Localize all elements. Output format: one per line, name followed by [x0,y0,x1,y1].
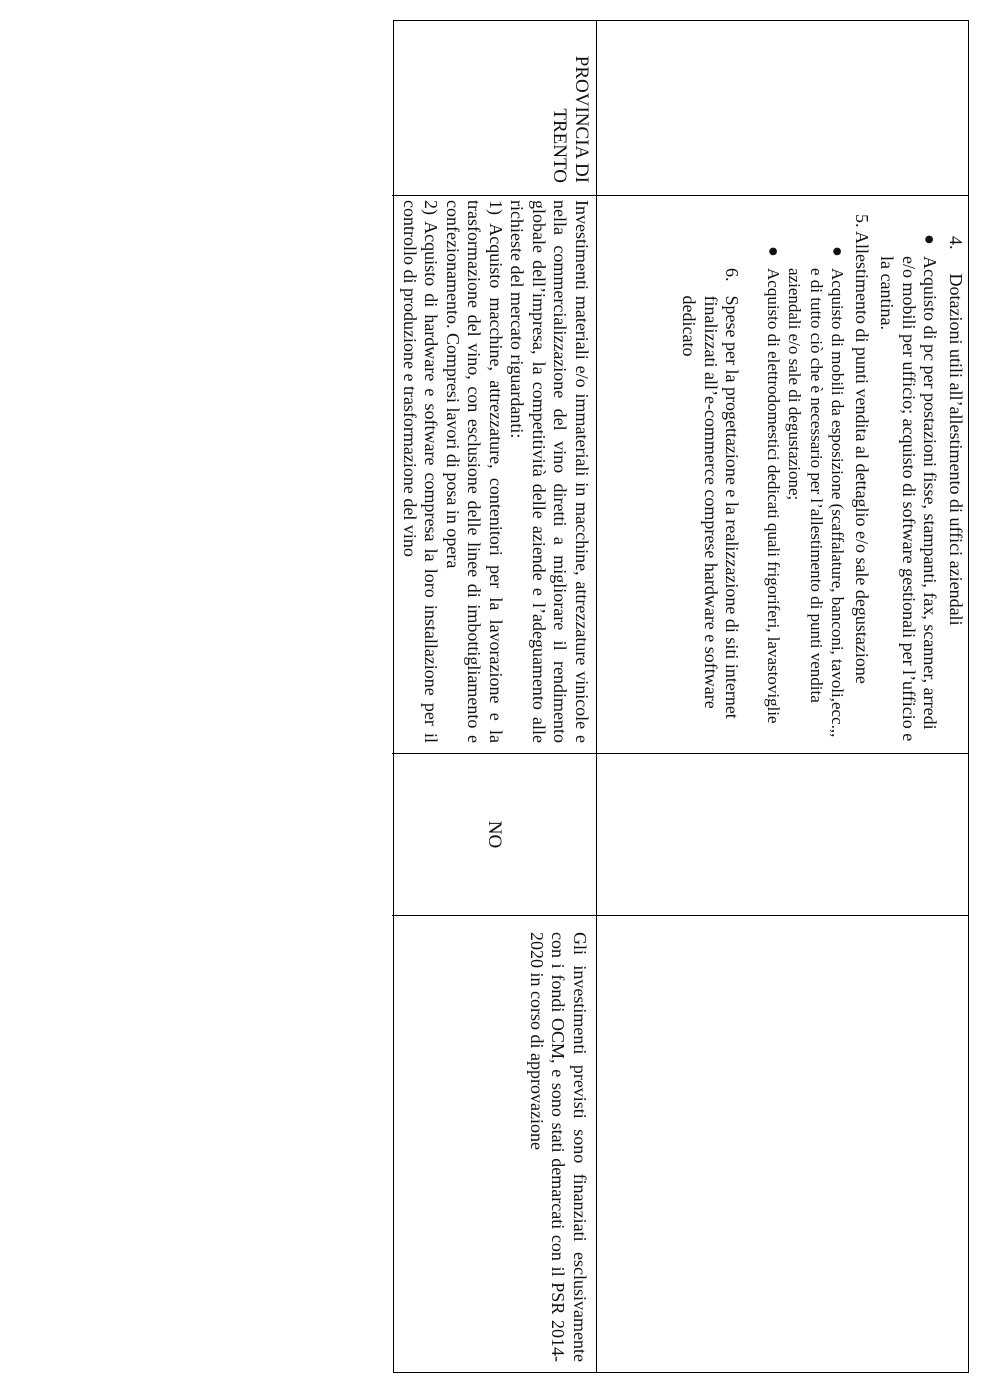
region-cell [392,21,596,196]
notes-cell [392,916,596,1374]
rotated-table [393,20,969,1373]
item-6-title: Spese per la progettazione e la realizzazione di siti internet finalizzati all’e-commerce comprese hardware e software dedicato [679,295,743,719]
eligibility-cell [392,754,596,916]
list-item: ● Acquisto di mobili da esposizione (scaffalature, banconi, tavoli,ecc.,, e di tutto ciò che è necessario per l’allestimento di punti vendita aziendali e/o sale di degustazione; [785,246,849,738]
point-2: 2) Acquisto di hardware e software compresa la loro installazione per il controllo di produzione e trasformazione del vino [400,200,442,743]
item-4-number: 4. [946,236,966,250]
notes-text: Gli investimenti previsti sono finanziati esclusivamente con i fondi OCM, e sono stati demarcati con il PSR 2014-2020 in corso di approvazione [527,932,590,1362]
item-4-title: Dotazioni utili all’allestimento di uffici aziendali [946,273,966,626]
region-cell [597,21,968,196]
intro-paragraph: Investimenti materiali e/o immateriali in macchine, attrezzature vinicole e nella commercializzazione del vino diretti a migliorare il rendimento globale dell’impresa, la competitività delle aziende e l’adeguamento alle richieste del mercato riguardanti: [507,200,592,743]
eligibility-value: NO [484,820,505,849]
measures-cell [392,196,596,754]
list-item: ● Acquisto di elettrodomestici dedicati quali frigoriferi, lavastoviglie [764,246,784,724]
bullet-icon: ● [828,246,849,257]
table-row [392,21,596,1372]
bullet-icon: ● [764,246,784,257]
list-item: ● Acquisto di pc per postazioni fisse, stampanti, fax, scanner, arredi e/o mobili per ufficio; acquisto di software gestionali per l’ufficio e la cantina. [877,234,941,742]
measures-cell [597,196,968,754]
item-6 [678,204,743,745]
item-5-title: 5. Allestimento di punti vendita al dettaglio e/o sale degustazione [852,214,872,684]
region-name: PROVINCIA DI TRENTO [549,55,592,183]
item-4 [945,204,967,745]
table-row [596,21,968,1372]
notes-cell [597,916,968,1374]
item-6-number: 6. [722,268,743,282]
eligibility-cell [597,754,968,916]
bullet-icon: ● [920,234,941,245]
point-1: 1) Acquisto macchine, attrezzature, contenitori per la lavorazione e la trasformazione del vino, con esclusione delle linee di imbottigliamento e confezionamento. Compresi lavori di posa in opera [443,200,506,743]
